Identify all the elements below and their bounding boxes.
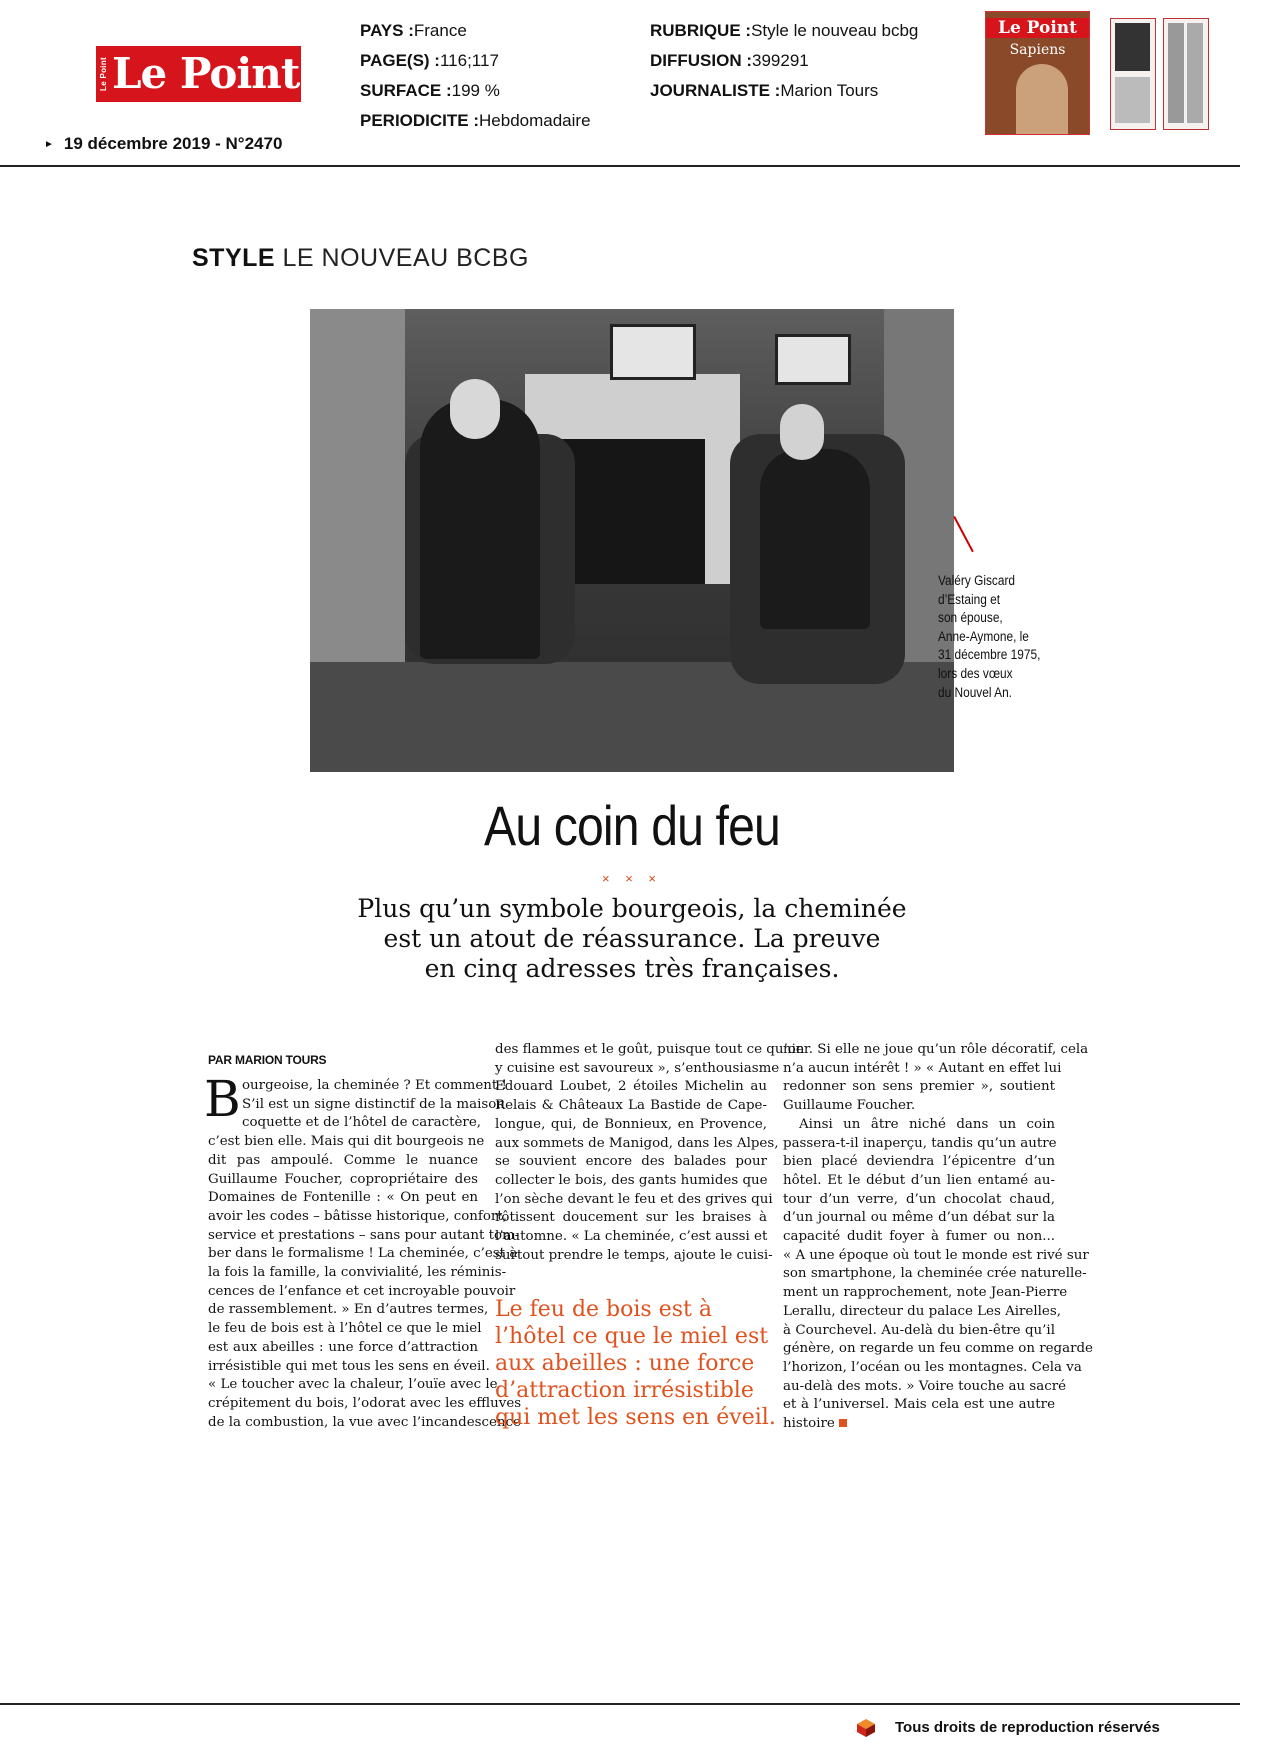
body-line: n’a aucun intérêt ! » « Autant en effet lui bbox=[783, 1060, 1062, 1076]
body-line: aux sommets de Manigod, dans les Alpes, bbox=[495, 1135, 779, 1151]
body-line: Edouard Loubet, 2 étoiles Michelin au bbox=[495, 1079, 767, 1095]
meta-row-surface: SURFACE :199 % bbox=[360, 81, 500, 100]
meta-row-rubrique: RUBRIQUE :Style le nouveau bcbg bbox=[650, 21, 919, 40]
body-column-3 bbox=[783, 1041, 1093, 1434]
meta-row-journaliste: JOURNALISTE :Marion Tours bbox=[650, 81, 879, 100]
body-line: dit pas ampoulé. Comme le nuance bbox=[208, 1152, 478, 1168]
pull-quote: Le feu de bois est à l’hôtel ce que le miel est aux abeilles : une force d’attraction irrésistible qui met les sens en éveil. bbox=[495, 1297, 776, 1430]
body-line: avoir les codes – bâtisse historique, confort, bbox=[208, 1208, 507, 1224]
caption-pointer-line bbox=[953, 516, 974, 552]
drop-cap: B bbox=[204, 1070, 241, 1128]
body-line: tour d’un verre, d’un chocolat chaud, bbox=[783, 1191, 1055, 1207]
magazine-cover-thumbnail[interactable] bbox=[985, 11, 1090, 135]
body-line: et à l’universel. Mais cela est une autre bbox=[783, 1397, 1055, 1413]
body-line: histoire bbox=[783, 1415, 1055, 1434]
body-line: au-delà des mots. » Voire touche au sacré bbox=[783, 1378, 1067, 1394]
cube-logo-icon bbox=[856, 1718, 876, 1738]
meta-row-periodicite: PERIODICITE :Hebdomadaire bbox=[360, 111, 591, 130]
byline: PAR MARION TOURS bbox=[208, 1053, 327, 1067]
cover-subtitle: Sapiens bbox=[1009, 42, 1066, 58]
logo-side-text: Le Point bbox=[99, 57, 108, 91]
body-line: Guillaume Foucher. bbox=[783, 1098, 916, 1114]
article-photo bbox=[310, 309, 954, 772]
body-line: se souvient encore des balades pour bbox=[495, 1154, 767, 1170]
meta-left-block bbox=[360, 16, 591, 136]
copyright-notice: Tous droits de reproduction réservés bbox=[895, 1719, 1160, 1736]
rubric-bold: STYLE bbox=[192, 244, 276, 272]
body-line: « A une époque où tout le monde est rivé sur bbox=[783, 1247, 1089, 1263]
body-line: Relais & Châteaux La Bastide de Cape- bbox=[495, 1098, 767, 1114]
body-line: crépitement du bois, l’odorat avec les effluves bbox=[208, 1395, 522, 1411]
logo-text: Le Point bbox=[112, 49, 300, 98]
photo-caption: Valéry Giscard d’Estaing et son épouse, Anne-Aymone, le 31 décembre 1975, lors des vœux du Nouvel An. bbox=[938, 573, 1041, 700]
body-line: ourgeoise, la cheminée ? Et comment ! bbox=[242, 1078, 507, 1093]
body-line: Domaines de Fontenille : « On peut en bbox=[208, 1190, 478, 1206]
body-column-1 bbox=[208, 1077, 522, 1432]
body-line: l’horizon, l’océan ou les montagnes. Cela va bbox=[783, 1359, 1082, 1375]
footer-divider bbox=[0, 1703, 1240, 1705]
body-line: des flammes et le goût, puisque tout ce qu’on bbox=[495, 1042, 805, 1057]
body-line: d’un journal ou même d’un débat sur la bbox=[783, 1210, 1055, 1226]
triangle-bullet-icon: ► bbox=[44, 139, 54, 150]
body-line: c’est bien elle. Mais qui dit bourgeois ne bbox=[208, 1134, 485, 1150]
body-line: passera-t-il inaperçu, tandis qu’un autre bbox=[783, 1135, 1057, 1151]
body-line: l’automne. « La cheminée, c’est aussi et bbox=[495, 1229, 768, 1245]
body-line: génère, on regarde un feu comme on regarde bbox=[783, 1341, 1093, 1357]
body-line: Guillaume Foucher, copropriétaire des bbox=[208, 1171, 478, 1187]
meta-row-diffusion: DIFFUSION :399291 bbox=[650, 51, 809, 70]
body-line: longue, qui, de Bonnieux, en Provence, bbox=[495, 1116, 767, 1132]
le-point-logo bbox=[96, 46, 301, 102]
body-line: Ainsi un âtre niché dans un coin bbox=[799, 1116, 1055, 1132]
body-line: « Le toucher avec la chaleur, l’ouïe avec le bbox=[208, 1377, 498, 1393]
body-line: y cuisine est savoureux », s’enthousiasme bbox=[495, 1060, 780, 1076]
cover-portrait bbox=[1016, 64, 1068, 134]
end-mark-icon bbox=[839, 1419, 847, 1427]
issue-date bbox=[44, 134, 282, 154]
body-line: de la combustion, la vue avec l’incandescence bbox=[208, 1414, 521, 1430]
body-line: la fois la famille, la convivialité, les réminis- bbox=[208, 1265, 507, 1281]
meta-row-pays: PAYS :France bbox=[360, 21, 467, 40]
body-line: Lerallu, directeur du palace Les Airelles, bbox=[783, 1303, 1061, 1319]
body-column-2 bbox=[495, 1041, 805, 1265]
body-line: le feu de bois est à l’hôtel ce que le miel bbox=[208, 1321, 482, 1337]
body-line: hôtel. Et le début d’un lien entamé au- bbox=[783, 1172, 1055, 1188]
page-thumbnail-116[interactable] bbox=[1110, 18, 1156, 130]
article-dek: Plus qu’un symbole bourgeois, la cheminée est un atout de réassurance. La preuve en cinq adresses très françaises. bbox=[357, 894, 907, 983]
body-line: redonner son sens premier », soutient bbox=[783, 1079, 1055, 1095]
body-line: à Courchevel. Au-delà du bien-être qu’il bbox=[783, 1322, 1055, 1338]
cover-logo: Le Point bbox=[986, 18, 1089, 38]
body-line: ber dans le formalisme ! La cheminée, c’est à bbox=[208, 1246, 518, 1262]
body-line: de rassemblement. » En d’autres termes, bbox=[208, 1302, 489, 1318]
body-line: surtout prendre le temps, ajoute le cuisi- bbox=[495, 1247, 773, 1263]
page-thumbnail-117[interactable] bbox=[1163, 18, 1209, 130]
body-line: coquette et de l’hôtel de caractère, bbox=[242, 1115, 482, 1131]
header-divider bbox=[0, 165, 1240, 167]
body-line: son smartphone, la cheminée crée naturelle- bbox=[783, 1266, 1087, 1282]
body-line: collecter le bois, des gants humides que bbox=[495, 1172, 768, 1188]
issue-date-text: 19 décembre 2019 - N°2470 bbox=[63, 134, 283, 153]
body-line: cences de l’enfance et cet incroyable pouvoir bbox=[208, 1283, 516, 1299]
meta-right-block bbox=[650, 16, 918, 106]
article-headline: Au coin du feu bbox=[484, 794, 780, 857]
body-line: S’il est un signe distinctif de la maison bbox=[242, 1096, 505, 1112]
body-line: ment un rapprochement, note Jean-Pierre bbox=[783, 1285, 1068, 1301]
body-line: l’on sèche devant le feu et des grives qui bbox=[495, 1191, 773, 1207]
body-line: irrésistible qui met tous les sens en éveil. bbox=[208, 1358, 490, 1374]
body-line: capacité dudit foyer à fumer ou non... bbox=[783, 1229, 1055, 1245]
body-line: nier. Si elle ne joue qu’un rôle décoratif, cela bbox=[783, 1042, 1089, 1057]
ornament-stars: × × × bbox=[602, 871, 662, 886]
body-line: service et prestations – sans pour autant tom- bbox=[208, 1227, 520, 1243]
body-line: est aux abeilles : une force d’attraction bbox=[208, 1339, 478, 1355]
body-line: rôtissent doucement sur les braises à bbox=[495, 1210, 767, 1226]
meta-row-pages: PAGE(S) :116;117 bbox=[360, 51, 499, 70]
rubric-rest: LE NOUVEAU BCBG bbox=[282, 244, 529, 272]
body-line: bien placé deviendra l’épicentre d’un bbox=[783, 1154, 1055, 1170]
section-rubric bbox=[192, 244, 529, 273]
